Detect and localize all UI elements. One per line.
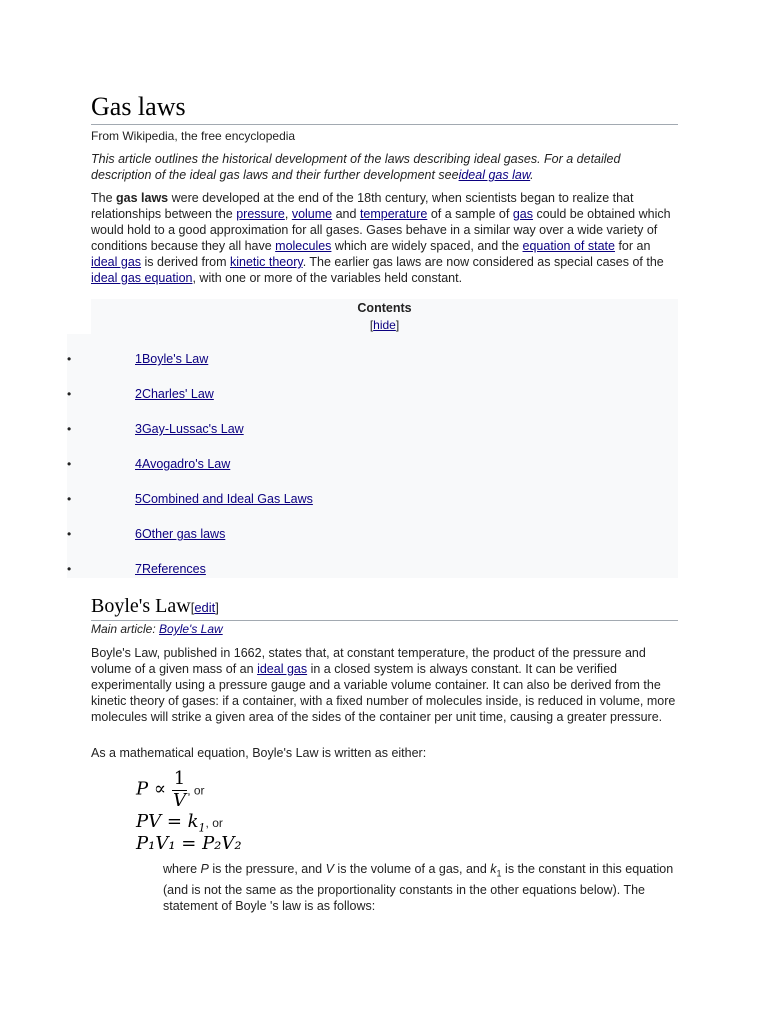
fraction-denominator: V: [172, 790, 186, 811]
explanation-text: is the constant in this equation (and is not the same as the proportionality constants in the other equations below). The statement of Boyle 's law is as follows:: [163, 862, 674, 913]
toc-label: Charles' Law: [141, 387, 214, 401]
toc-link-combined-ideal-gas-laws[interactable]: [135, 491, 313, 507]
toc-hide-control: [91, 318, 678, 332]
bullet-icon: •: [67, 422, 72, 436]
intro-text: is derived from: [141, 255, 230, 269]
edit-section-control: [191, 600, 219, 615]
link-ideal-gas-equation[interactable]: ideal gas equation: [91, 271, 193, 285]
bracket: ]: [215, 600, 219, 615]
bullet-icon: •: [67, 527, 72, 541]
explanation-text: where: [163, 862, 201, 876]
toc-number: 4: [135, 457, 142, 471]
equation-text: P ∝: [136, 778, 172, 800]
toc-link-other-gas-laws[interactable]: [135, 526, 225, 542]
toc-label: Gay-Lussac's Law: [141, 422, 244, 436]
equation-text: PV = k: [136, 811, 199, 832]
section-heading-text: Boyle's Law: [91, 595, 191, 617]
bracket: [: [369, 318, 374, 332]
toc-link-boyles-law[interactable]: [135, 351, 208, 367]
toc-link-gay-lussacs-law[interactable]: [135, 421, 244, 437]
toc-label: References: [141, 562, 206, 576]
fraction: [172, 768, 187, 811]
link-equation-of-state[interactable]: equation of state: [522, 239, 615, 253]
link-ideal-gas-boyle[interactable]: ideal gas: [257, 662, 308, 676]
intro-text: The: [91, 191, 117, 205]
toc-link-charles-law[interactable]: [135, 386, 214, 402]
intro-text: ,: [284, 207, 292, 221]
toc-label: Avogadro's Law: [141, 457, 231, 471]
hatnote: [91, 151, 678, 183]
link-molecules[interactable]: molecules: [275, 239, 332, 253]
link-main-article-boyles-law[interactable]: Boyle's Law: [159, 622, 223, 636]
hatnote-end: .: [530, 168, 534, 182]
equation-separator: , or: [187, 783, 205, 798]
table-of-contents: [67, 299, 678, 578]
link-ideal-gas[interactable]: ideal gas: [91, 255, 142, 269]
boyle-paragraph: [91, 645, 678, 725]
intro-text: of a sample of: [427, 207, 513, 221]
equation-subscript: 1: [198, 821, 206, 835]
intro-text: . The earlier gas laws are now considered as special cases of the: [302, 255, 664, 269]
paragraph-text: Boyle's Law, published in 1662, states that, at constant temperature, the product of the pressure and volume of a given mass of an: [91, 646, 646, 676]
toc-number: 3: [135, 422, 142, 436]
bracket: ]: [395, 318, 400, 332]
intro-text: , with one or more of the variables held constant.: [192, 271, 463, 285]
bullet-icon: •: [67, 387, 72, 401]
bracket: [: [190, 600, 195, 615]
intro-text: and: [332, 207, 360, 221]
intro-paragraph: [91, 190, 678, 286]
bullet-icon: •: [67, 352, 72, 366]
link-kinetic-theory[interactable]: kinetic theory: [229, 255, 303, 269]
explanation-text: is the pressure, and: [208, 862, 326, 876]
fraction-numerator: 1: [173, 768, 186, 789]
section-heading-boyles-law: [91, 594, 678, 621]
link-volume[interactable]: volume: [291, 207, 333, 221]
toc-number: 6: [135, 527, 142, 541]
toc-number: 5: [135, 492, 142, 506]
toc-title: Contents: [357, 301, 412, 315]
intro-text: were developed at the end of the 18th century, when scientists began to realize that relationships between the: [91, 191, 634, 221]
site-tagline: From Wikipedia, the free encyclopedia: [91, 129, 296, 143]
equation-proportional: [136, 768, 205, 811]
page-title: Gas laws: [91, 92, 678, 125]
hatnote-text: This article outlines the historical development of the laws describing ideal gases. For a detailed description of the ideal gas laws and their further development see: [91, 152, 621, 182]
paragraph-text: in a closed system is always constant. It can be verified experimentally using a pressure gauge and a variable volume container. It can also be derived from the kinetic theory of gases: if a container, with a fixed number of molecules inside, is reduced in volume, more molecules will strike a given area of the sides of the container per unit time, causing a greater pressure.: [91, 662, 676, 724]
intro-text: which are widely spaced, and the: [331, 239, 523, 253]
bullet-icon: •: [67, 457, 72, 471]
equation-explanation: [163, 861, 678, 914]
toc-hide-link[interactable]: hide: [373, 318, 396, 332]
equation-pv-constant: [136, 811, 223, 835]
toc-label: Combined and Ideal Gas Laws: [141, 492, 313, 506]
toc-link-avogadros-law[interactable]: [135, 456, 230, 472]
variable-k-subscript: 1: [496, 868, 502, 879]
bullet-icon: •: [67, 492, 72, 506]
variable-v: V: [325, 862, 334, 876]
variable-p: P: [200, 862, 209, 876]
intro-text: for an: [614, 239, 651, 253]
intro-text: could be obtained which would hold to a good approximation for all gases. Gases behave in a similar way over a wide variety of conditions because they all have: [91, 207, 671, 253]
link-pressure[interactable]: pressure: [236, 207, 285, 221]
intro-bold-term: gas laws: [116, 191, 169, 205]
equation-intro: As a mathematical equation, Boyle's Law is written as either:: [91, 746, 427, 760]
main-article-label: Main article:: [91, 622, 160, 636]
variable-k: k: [490, 862, 497, 876]
toc-label: Boyle's Law: [141, 352, 209, 366]
equation-separator: , or: [205, 816, 223, 830]
equation-p1v1-p2v2: P₁V₁ = P₂V₂: [136, 833, 242, 854]
link-gas[interactable]: gas: [512, 207, 533, 221]
link-temperature[interactable]: temperature: [359, 207, 428, 221]
link-ideal-gas-law[interactable]: ideal gas law: [458, 168, 531, 182]
edit-section-link[interactable]: edit: [194, 600, 216, 615]
explanation-text: is the volume of a gas, and: [333, 862, 491, 876]
main-article-note: [91, 622, 223, 636]
toc-number: 2: [135, 387, 142, 401]
toc-link-references[interactable]: [135, 561, 206, 577]
bullet-icon: •: [67, 562, 72, 576]
toc-label: Other gas laws: [141, 527, 226, 541]
toc-number: 7: [135, 562, 142, 576]
toc-number: 1: [135, 352, 142, 366]
